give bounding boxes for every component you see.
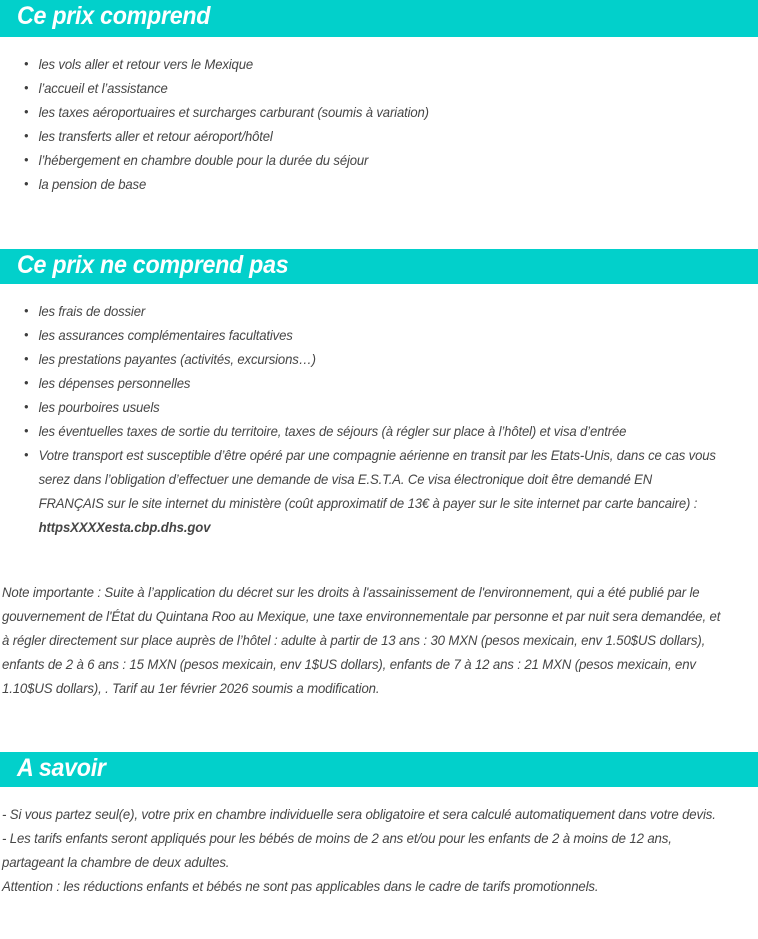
list-item: • la pension de base <box>0 173 731 197</box>
list-item: • les transferts aller et retour aéroport/hôtel <box>0 125 731 149</box>
list-item: • les pourboires usuels <box>0 396 731 420</box>
section-header-ce-prix-ne-comprend-pas <box>0 249 758 284</box>
list-item: • les taxes aéroportuaires et surcharges carburant (soumis à variation) <box>0 101 731 125</box>
a-savoir-paragraph: Attention : les réductions enfants et bébés ne sont pas applicables dans le cadre de tarifs promotionnels. <box>2 879 599 894</box>
section-header-ce-prix-comprend <box>0 0 758 37</box>
section-header-a-savoir <box>0 752 758 787</box>
list-item: • les éventuelles taxes de sortie du territoire, taxes de séjours (à régler sur place à l’hôtel) et visa d’entrée <box>0 420 731 444</box>
list-item: • les frais de dossier <box>0 300 731 324</box>
included-items-list <box>0 53 758 197</box>
a-savoir-paragraph: - Les tarifs enfants seront appliqués pour les bébés de moins de 2 ans et/ou pour les enfants de 2 à moins de 12 ans, partageant la chambre de deux adultes. <box>2 831 672 870</box>
list-item-esta-visa <box>0 444 731 540</box>
a-savoir-paragraphs <box>0 803 758 899</box>
section-title-ce-prix-comprend: Ce prix comprend <box>17 2 211 30</box>
list-item: • les dépenses personnelles <box>0 372 731 396</box>
list-item: • l’hébergement en chambre double pour la durée du séjour <box>0 149 731 173</box>
list-item: • les prestations payantes (activités, excursions…) <box>0 348 731 372</box>
esta-visa-text: Votre transport est susceptible d’être opéré par une compagnie aérienne en transit par les Etats-Unis, dans ce cas vous serez dans l’obligation d’effectuer une demande de visa E.S.T.A. Ce visa électronique doit être demandé EN FRANÇAIS sur le site internet du ministère (coût approximatif de 13€ à payer sur le site internet par carte bancaire) : <box>38 448 716 511</box>
section-title-a-savoir: A savoir <box>17 754 106 782</box>
esta-link[interactable]: httpsXXXXesta.cbp.dhs.gov <box>38 520 211 535</box>
list-item: • les assurances complémentaires facultatives <box>0 324 731 348</box>
list-item: • l’accueil et l’assistance <box>0 77 731 101</box>
important-note-block <box>0 581 758 701</box>
list-item: • les vols aller et retour vers le Mexique <box>0 53 731 77</box>
excluded-items-list <box>0 300 758 540</box>
a-savoir-paragraph: - Si vous partez seul(e), votre prix en chambre individuelle sera obligatoire et sera calculé automatiquement dans votre devis. <box>2 807 716 822</box>
important-note-text: Note importante : Suite à l’application du décret sur les droits à l'assainissement de l'environnement, qui a été publié par le gouvernement de l'État du Quintana Roo au Mexique, une taxe environnementale par personne et par nuit sera demandée, et à régler directement sur place auprès de l’hôtel : adulte à partir de 13 ans : 30 MXN (pesos mexicain, env 1.50$US dollars), enfants de 2 à 6 ans : 15 MXN (pesos mexicain, env 1$US dollars), enfants de 7 à 12 ans : 21 MXN (pesos mexicain, env 1.10$US dollars), . Tarif au 1er février 2026 soumis a modification. <box>2 585 721 696</box>
section-title-ce-prix-ne-comprend-pas: Ce prix ne comprend pas <box>17 251 289 279</box>
